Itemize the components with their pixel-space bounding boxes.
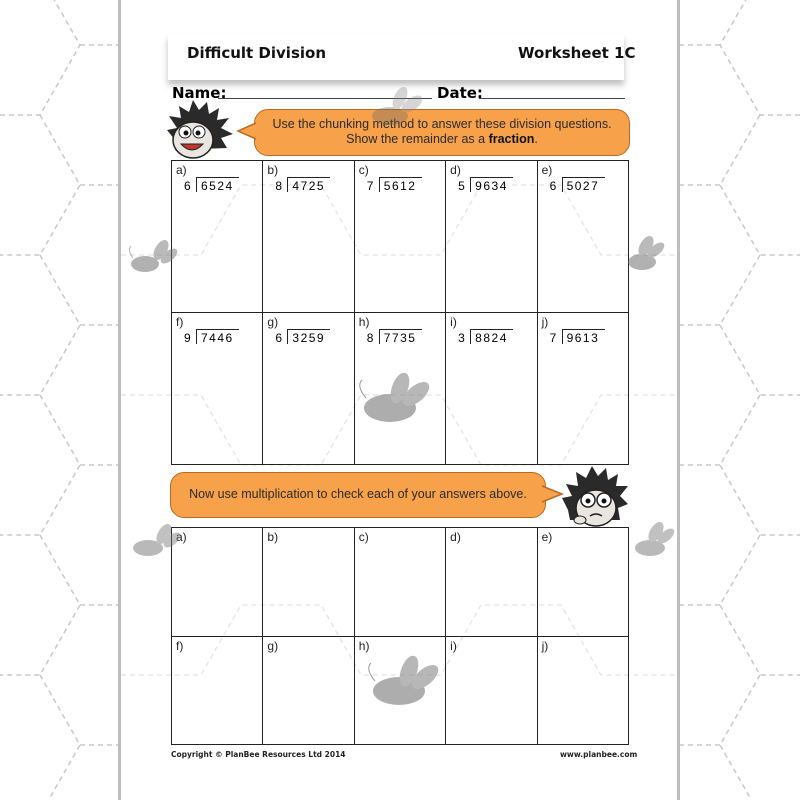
- check-label: e): [541, 530, 553, 544]
- division-question-cell[interactable]: [446, 161, 537, 313]
- divisor: 7: [366, 179, 375, 193]
- division-question-cell[interactable]: [354, 161, 445, 313]
- dividend: 7446: [201, 331, 234, 345]
- division-question-cell[interactable]: [446, 313, 537, 465]
- instruction-bottom-text: Now use multiplication to check each of your answers above.: [189, 487, 527, 501]
- question-label: c): [358, 163, 369, 177]
- check-answer-cell[interactable]: [446, 636, 537, 745]
- question-label: g): [267, 315, 279, 329]
- check-label: g): [267, 638, 279, 653]
- check-row: [172, 528, 629, 637]
- check-label: c): [358, 530, 369, 544]
- divisor: 5: [458, 179, 466, 193]
- instruction-emphasis: fraction: [488, 132, 535, 146]
- divisor: 6: [549, 179, 558, 193]
- dividend: 9634: [475, 179, 508, 193]
- check-label: h): [358, 638, 370, 653]
- bee-icon: [124, 522, 182, 562]
- dividend: 8824: [475, 331, 508, 345]
- question-label: f): [176, 315, 184, 329]
- bee-icon: [123, 238, 179, 278]
- bee-icon: [620, 520, 678, 560]
- check-answer-cell[interactable]: [263, 528, 354, 637]
- division-question-cell[interactable]: [537, 313, 628, 465]
- check-answer-cell[interactable]: [537, 528, 628, 637]
- divisor: 6: [184, 179, 192, 193]
- date-field[interactable]: [479, 98, 625, 99]
- question-label: b): [267, 163, 279, 177]
- bee-icon: [612, 236, 668, 276]
- date-label: Date:: [437, 84, 483, 102]
- division-question-cell[interactable]: [172, 161, 263, 313]
- question-label: d): [450, 163, 461, 177]
- bee-icon: [360, 86, 430, 132]
- dividend: 5027: [566, 179, 600, 193]
- divisor: 8: [366, 331, 375, 345]
- name-label: Name:: [172, 84, 227, 102]
- check-label: b): [267, 530, 279, 544]
- hedgehog-icon: [165, 100, 235, 162]
- worksheet-title: Difficult Division: [187, 44, 326, 62]
- divisor: 7: [549, 331, 558, 345]
- division-row: [172, 161, 629, 313]
- divisor: 6: [275, 331, 284, 345]
- instruction-line-2-end: .: [534, 132, 538, 146]
- instruction-bubble-top: [254, 109, 630, 156]
- website-footer: www.planbee.com: [560, 750, 638, 759]
- check-label: a): [176, 530, 187, 544]
- check-label: d): [450, 530, 461, 544]
- division-question-cell[interactable]: [172, 313, 263, 465]
- check-answer-cell[interactable]: [446, 528, 537, 637]
- dividend: 3259: [292, 331, 326, 345]
- divisor: 9: [184, 331, 192, 345]
- question-label: h): [358, 315, 370, 329]
- question-label: e): [541, 163, 553, 177]
- instruction-line-1: Use the chunking method to answer these division questions.: [272, 117, 612, 131]
- check-label: i): [450, 638, 457, 653]
- dividend: 7735: [383, 331, 417, 345]
- check-answer-cell[interactable]: [172, 528, 263, 637]
- bubble-tail-top: [236, 121, 258, 141]
- check-answer-cell[interactable]: [537, 636, 628, 745]
- check-label: f): [176, 638, 184, 653]
- check-answer-cell[interactable]: [172, 636, 263, 745]
- dividend: 4725: [292, 179, 326, 193]
- check-label: j): [541, 638, 549, 653]
- bee-icon: [357, 655, 445, 715]
- instruction-bubble-bottom: [170, 472, 546, 518]
- copyright-footer: Copyright © PlanBee Resources Ltd 2014: [171, 750, 346, 759]
- division-question-cell[interactable]: [263, 161, 354, 313]
- dividend: 9613: [566, 331, 600, 345]
- question-label: j): [541, 315, 549, 329]
- division-question-cell[interactable]: [263, 313, 354, 465]
- bee-icon: [348, 372, 436, 432]
- dividend: 5612: [383, 179, 417, 193]
- dividend: 6524: [201, 179, 234, 193]
- question-label: a): [176, 163, 187, 177]
- instruction-line-2: Show the remainder as a: [346, 132, 486, 146]
- divisor: 3: [458, 331, 466, 345]
- check-answer-cell[interactable]: [354, 528, 445, 637]
- divisor: 8: [275, 179, 284, 193]
- question-label: i): [450, 315, 457, 329]
- check-answer-cell[interactable]: [263, 636, 354, 745]
- worksheet-number: Worksheet 1C: [518, 44, 636, 62]
